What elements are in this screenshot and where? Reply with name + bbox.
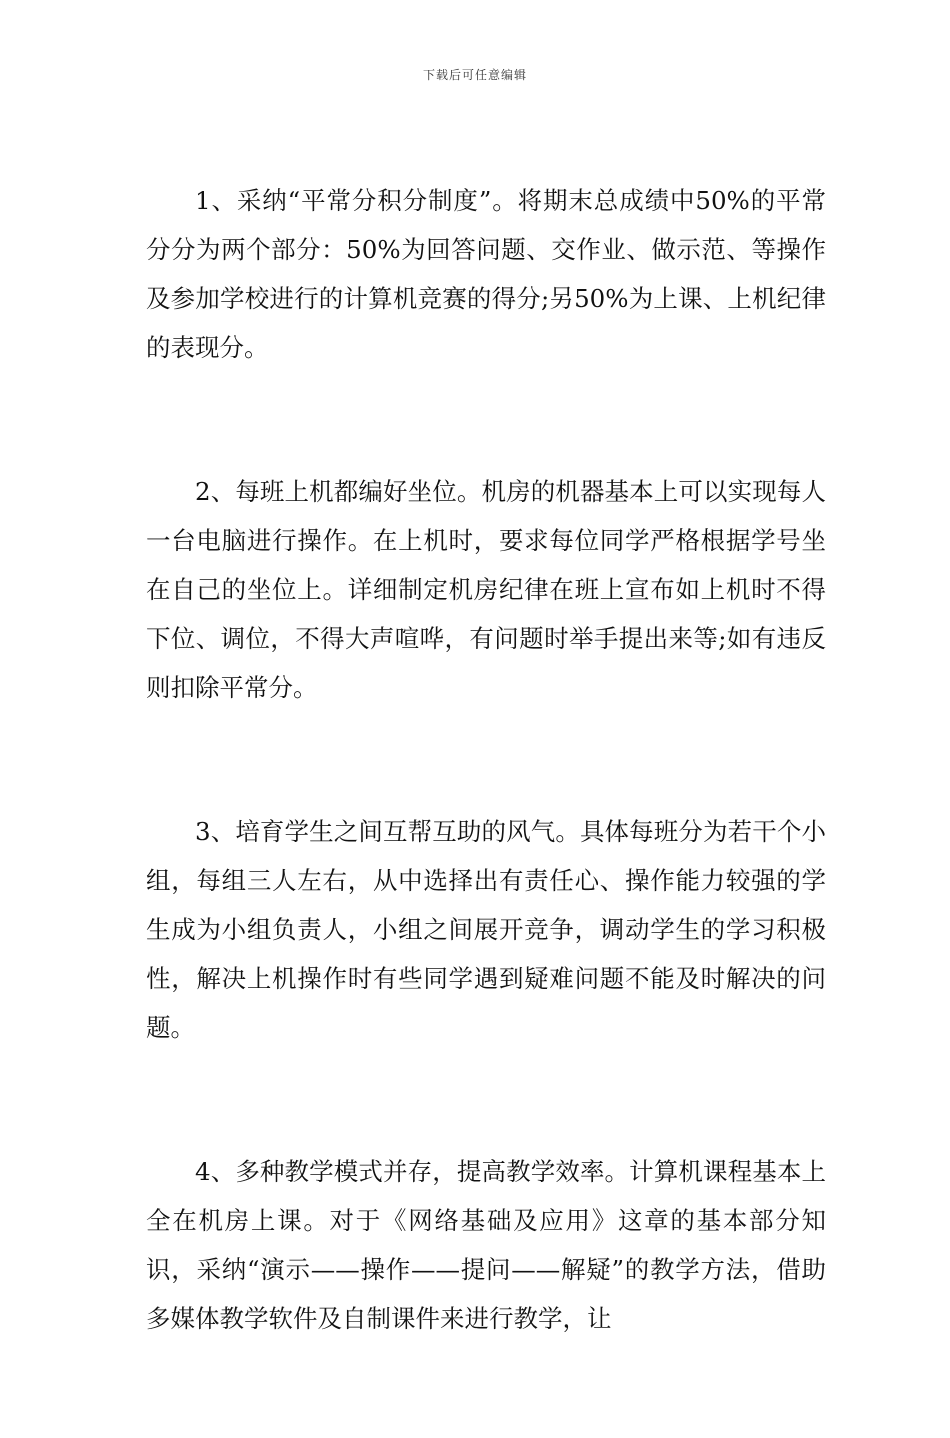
paragraph-4: 4、多种教学模式并存，提高教学效率。计算机课程基本上全在机房上课。对于《网络基础及应用》这章的基本部分知识，采纳“演示——操作——提问——解疑”的教学方法，借助多媒体教学软件及自制课件来进行教学，让 <box>146 1157 826 1333</box>
document-body <box>146 176 826 1438</box>
page-header-note: 下载后可任意编辑 <box>422 68 527 82</box>
paragraph-2: 2、每班上机都编好坐位。机房的机器基本上可以实现每人一台电脑进行操作。在上机时，要求每位同学严格根据学号坐在自己的坐位上。详细制定机房纪律在班上宣布如上机时不得下位、调位，不得大声喧哗，有问题时举手提出来等;如有违反则扣除平常分。 <box>146 477 826 702</box>
paragraph-1: 1、采纳“平常分积分制度”。将期末总成绩中50%的平常分分为两个部分：50%为回答问题、交作业、做示范、等操作及参加学校进行的计算机竞赛的得分;另50%为上课、上机纪律的表现分。 <box>146 186 826 362</box>
paragraph-3: 3、培育学生之间互帮互助的风气。具体每班分为若干个小组，每组三人左右，从中选择出有责任心、操作能力较强的学生成为小组负责人，小组之间展开竞争，调动学生的学习积极性，解决上机操作时有些同学遇到疑难问题不能及时解决的问题。 <box>146 817 826 1042</box>
